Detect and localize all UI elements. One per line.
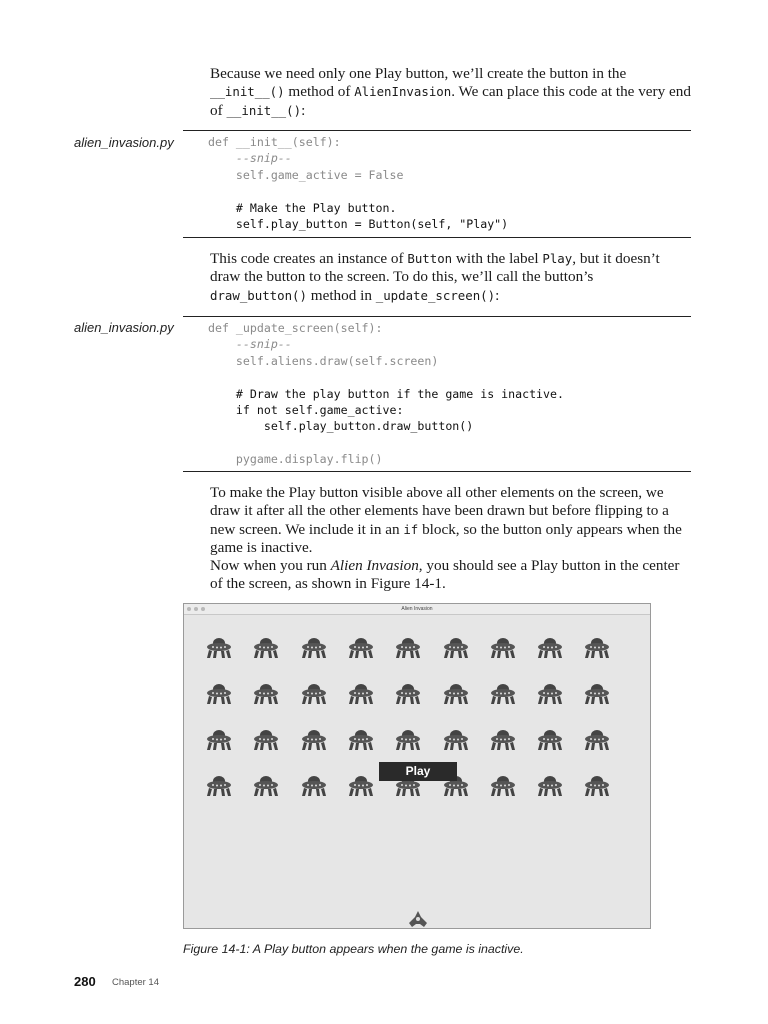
alien-icon (206, 637, 232, 659)
alien-icon (537, 775, 563, 797)
alien-icon (443, 637, 469, 659)
code-inline: _update_screen() (375, 287, 496, 303)
text: with the label (452, 250, 543, 267)
paragraph-run-game (183, 557, 691, 594)
code-filename-label: alien_invasion.py (74, 320, 174, 335)
paragraph-intro (183, 65, 691, 120)
text: : (301, 101, 306, 119)
code-line: self.aliens.draw(self.screen) (208, 353, 439, 368)
alien-icon (490, 683, 516, 705)
alien-icon (490, 775, 516, 797)
game-screenshot-figure (183, 603, 651, 929)
window-titlebar (184, 604, 650, 615)
alien-icon (301, 637, 327, 659)
text-italic: Alien Invasion (330, 557, 419, 575)
text: Now when you run (210, 557, 331, 575)
paragraph-draw-order (183, 484, 691, 594)
code-line: def __init__(self): (208, 135, 341, 149)
code-line: pygame.display.flip() (208, 452, 383, 467)
text: To make the Play button visible above all other elements on the screen, we draw it after all the other elements have been drawn but before flipping to a new screen. We include it in an (210, 484, 669, 538)
alien-icon (443, 729, 469, 751)
alien-icon (253, 775, 279, 797)
code-line: def _update_screen(self): (208, 321, 383, 335)
alien-icon (395, 683, 421, 705)
window-minimize-dot (194, 607, 198, 611)
code-line (208, 369, 691, 385)
alien-icon (584, 637, 610, 659)
ship-icon (408, 911, 428, 928)
code-line: self.play_button = Button(self, "Play") (208, 216, 509, 231)
code-block-update-screen (183, 316, 691, 472)
alien-icon (443, 683, 469, 705)
alien-icon (537, 729, 563, 751)
text: Because we need only one Play button, we’ll create the button in the (210, 65, 627, 82)
alien-icon (490, 729, 516, 751)
code-line: self.game_active = False (208, 167, 404, 182)
code-inline: draw_button() (210, 287, 307, 303)
text: : (495, 286, 500, 304)
text: method in (306, 286, 376, 304)
alien-icon (395, 637, 421, 659)
code-line (208, 183, 691, 199)
code-filename-label: alien_invasion.py (74, 135, 174, 150)
text: . We can place this code at the very end of (210, 83, 691, 119)
alien-icon (395, 729, 421, 751)
code-line (208, 435, 691, 451)
code-block-init (183, 130, 691, 238)
alien-icon (206, 729, 232, 751)
alien-icon (301, 683, 327, 705)
alien-icon (348, 683, 374, 705)
window-zoom-dot (201, 607, 205, 611)
alien-icon (206, 683, 232, 705)
window-title: Alien Invasion (401, 606, 433, 612)
code-inline: __init__() (226, 102, 302, 118)
code-inline: Play (542, 251, 573, 266)
alien-icon (253, 729, 279, 751)
text: , but it doesn’t draw the button to the screen. To do this, we’ll call the button’s (210, 250, 660, 286)
code-line-snip: --snip-- (208, 151, 292, 166)
alien-icon (537, 637, 563, 659)
text: block, so the button only appears when the game is inactive. (210, 520, 682, 556)
code-line: if not self.game_active: (208, 402, 404, 417)
alien-icon (206, 775, 232, 797)
code-line: self.play_button.draw_button() (208, 419, 474, 434)
alien-icon (301, 729, 327, 751)
code-inline: if (403, 521, 419, 537)
text: method of (284, 83, 355, 101)
code-inline: Button (407, 251, 453, 266)
alien-icon (584, 683, 610, 705)
code-inline: __init__() (210, 84, 285, 100)
alien-icon (253, 683, 279, 705)
paragraph-button-instance (183, 250, 691, 305)
code-inline: AlienInvasion (354, 84, 452, 100)
window-close-dot (187, 607, 191, 611)
alien-icon (584, 775, 610, 797)
alien-icon (253, 637, 279, 659)
alien-icon (348, 637, 374, 659)
code-line: # Draw the play button if the game is inactive. (208, 386, 564, 401)
alien-icon (301, 775, 327, 797)
text: This code creates an instance of (210, 250, 408, 267)
alien-icon (348, 729, 374, 751)
play-button[interactable]: Play (379, 762, 457, 781)
chapter-label: Chapter 14 (112, 977, 160, 988)
alien-icon (584, 729, 610, 751)
text: , you should see a Play button in the center of the screen, as shown in Figure 14-1. (210, 557, 680, 593)
code-line: # Make the Play button. (208, 200, 397, 215)
code-line-snip: --snip-- (208, 337, 292, 352)
page-number: 280 (74, 974, 96, 989)
figure-caption: Figure 14-1: A Play button appears when the game is inactive. (183, 942, 524, 956)
alien-icon (490, 637, 516, 659)
alien-icon (537, 683, 563, 705)
alien-icon (348, 775, 374, 797)
